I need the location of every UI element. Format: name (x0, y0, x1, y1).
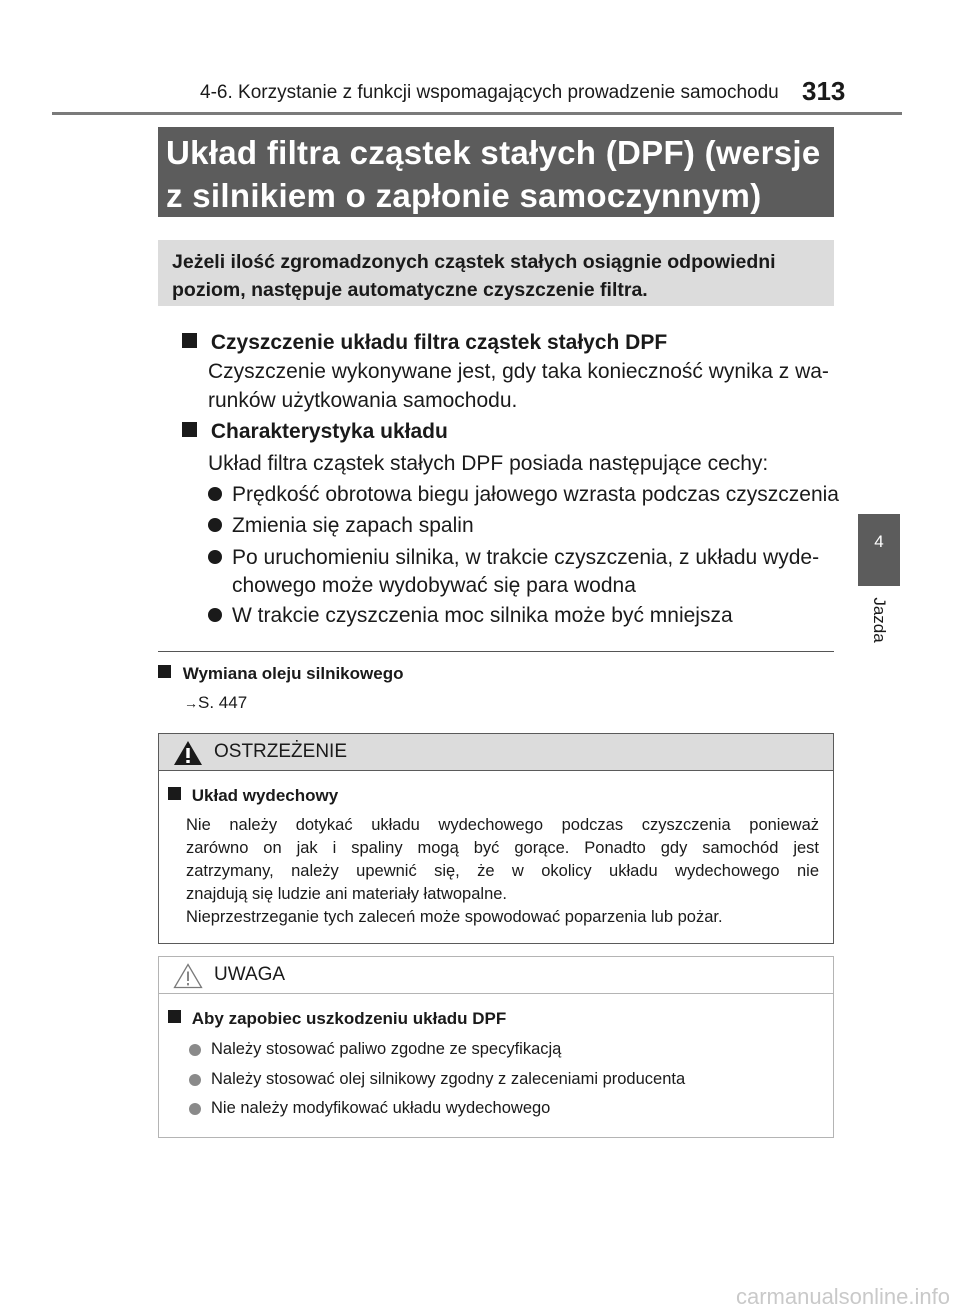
characteristic-item-3-cont: chowego może wydobywać się para wodna (232, 574, 636, 597)
bullet-dot-icon (208, 487, 222, 506)
characteristics-intro: Układ filtra cząstek stałych DPF posiada następujące cechy: (208, 452, 769, 475)
chapter-tab[interactable]: 4 (858, 514, 900, 586)
warning-triangle-icon (173, 740, 203, 766)
square-bullet-icon (168, 1010, 181, 1023)
bullet-dot-icon (208, 550, 222, 569)
note-reference-text: S. 447 (198, 693, 248, 712)
square-bullet-icon (182, 333, 197, 348)
warning-line-1: Nie należy dotykać układu wydechowego podczas czyszczenia ponieważ (186, 816, 819, 834)
note-reference[interactable] (184, 693, 247, 713)
bullet-dot-icon (189, 1073, 201, 1091)
intro-line-1: Jeżeli ilość zgromadzonych cząstek stałych osiągnie odpowiedni (172, 251, 776, 273)
caution-item-1: Należy stosować paliwo zgodne ze specyfikacją (211, 1040, 562, 1058)
warning-line-3: zatrzymany, należy upewnić się, że w okolicy układu wydechowego nie (186, 862, 819, 880)
warning-title: OSTRZEŻENIE (214, 741, 348, 762)
bullet-dot-icon (208, 518, 222, 537)
warning-body (186, 814, 819, 929)
caution-subheading (168, 1009, 506, 1029)
bullet-dot-icon (208, 608, 222, 627)
warning-box (158, 733, 834, 944)
caution-box (158, 956, 834, 1138)
caution-header (159, 957, 833, 994)
header-divider (52, 112, 902, 115)
characteristic-item-1: Prędkość obrotowa biegu jałowego wzrasta podczas czyszczenia (232, 483, 839, 506)
cleaning-text-line-2: runków użytkowania samochodu. (208, 389, 518, 412)
note-heading (158, 664, 403, 684)
warning-subheading (168, 786, 338, 806)
chapter-tab-label-text: Jazda (870, 597, 889, 643)
bullet-dot-icon (189, 1043, 201, 1061)
cleaning-heading-text: Czyszczenie układu filtra cząstek stałych DPF (210, 331, 668, 354)
warning-line-2: zarówno on jak i spaliny mogą być gorące. Ponadto gdy samochód jest (186, 839, 819, 857)
warning-line-4: znajdują się ludzie ani materiały łatwopalne. (186, 885, 508, 903)
section-title-line-2: z silnikiem o zapłonie samoczynnym) (166, 177, 762, 214)
warning-line-5: Nieprzestrzeganie tych zaleceń może spowodować poparzenia lub pożar. (186, 908, 723, 926)
intro-line-2: poziom, następuje automatyczne czyszczenie filtra. (172, 279, 648, 301)
page-number: 313 (802, 76, 846, 106)
characteristic-item-4: W trakcie czyszczenia moc silnika może być mniejsza (232, 604, 733, 627)
arrow-right-icon: → (184, 695, 198, 711)
section-divider (158, 651, 834, 652)
characteristics-heading (182, 417, 448, 446)
characteristics-heading-text: Charakterystyka układu (210, 420, 448, 443)
section-title-line-1: Układ filtra cząstek stałych (DPF) (wersje (166, 134, 821, 171)
intro-summary (158, 240, 834, 306)
chapter-header: 4-6. Korzystanie z funkcji wspomagających prowadzenie samochodu (200, 82, 779, 103)
caution-subheading-text: Aby zapobiec uszkodzeniu układu DPF (191, 1009, 507, 1028)
warning-header (159, 734, 833, 771)
watermark: carmanualsonline.info (735, 1284, 950, 1309)
caution-title: UWAGA (214, 964, 286, 985)
caution-triangle-icon (173, 963, 203, 989)
note-heading-text: Wymiana oleju silnikowego (182, 664, 404, 683)
warning-subheading-text: Układ wydechowy (191, 786, 339, 805)
characteristic-item-3: Po uruchomieniu silnika, w trakcie czyszczenia, z układu wyde- (232, 546, 820, 569)
square-bullet-icon (158, 665, 171, 678)
square-bullet-icon (182, 422, 197, 437)
section-title (158, 127, 834, 217)
caution-item-3: Nie należy modyfikować układu wydechowego (211, 1099, 551, 1117)
square-bullet-icon (168, 787, 181, 800)
cleaning-heading (182, 328, 667, 357)
caution-item-2: Należy stosować olej silnikowy zgodny z zaleceniami producenta (211, 1070, 686, 1088)
cleaning-text-line-1: Czyszczenie wykonywane jest, gdy taka konieczność wynika z wa- (208, 360, 829, 383)
bullet-dot-icon (189, 1102, 201, 1120)
characteristic-item-2: Zmienia się zapach spalin (232, 514, 474, 537)
chapter-tab-label (858, 586, 900, 656)
